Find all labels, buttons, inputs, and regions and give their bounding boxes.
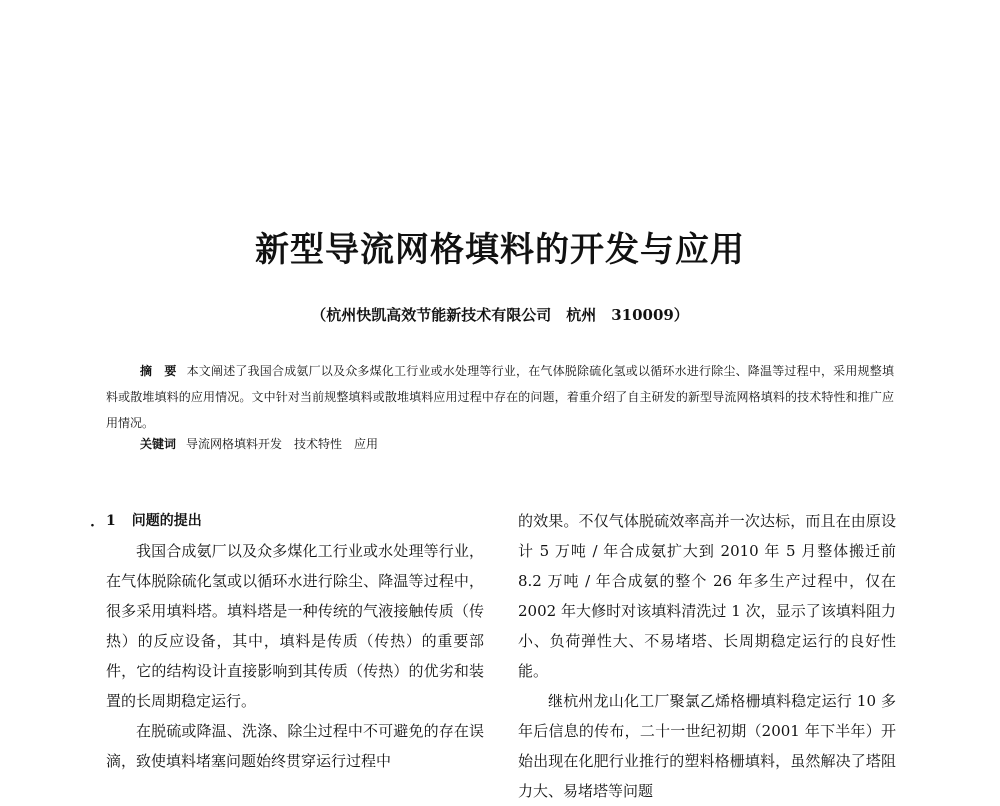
abstract-text: 本文阐述了我国合成氨厂以及众多煤化工行业或水处理等行业，在气体脱除硫化氢或以循环水进行除尘、降温等过程中，采用规整填料或散堆填料的应用情况。文中针对当前规整填料或散堆填料应用过程中存在的问题，着重介绍了自主研发的新型导流网格填料的技术特性和推广应用情况。 <box>106 364 894 430</box>
paragraph: 继杭州龙山化工厂聚氯乙烯格栅填料稳定运行 10 多年后信息的传布，二十一世纪初期（2001 年下半年）开始出现在化肥行业推行的塑料格栅填料，虽然解决了塔阻力大、易堵塔等问题 <box>518 692 896 800</box>
section-title: 问题的提出 <box>131 513 202 529</box>
section-heading <box>106 506 484 536</box>
right-column <box>518 506 896 806</box>
paper-title: 新型导流网格填料的开发与应用 <box>255 230 745 270</box>
keywords-text: 导流网格填料开发 技术特性 应用 <box>186 437 379 451</box>
left-column <box>106 506 484 776</box>
abstract <box>106 358 894 436</box>
paragraph: 我国合成氨厂以及众多煤化工行业或水处理等行业，在气体脱除硫化氢或以循环水进行除尘、降温等过程中，很多采用填料塔。填料塔是一种传统的气液接触传质（传热）的反应设备，其中，填料是传质（传热）的重要部件，它的结构设计直接影响到其传质（传热）的优劣和装置的长周期稳定运行。 <box>106 542 484 710</box>
paragraph: 的效果。不仅气体脱硫效率高并一次达标，而且在由原设计 5 万吨 / 年合成氨扩大到 2010 年 5 月整体搬迁前 8.2 万吨 / 年合成氨的整个 26 年多生产过程中，仅在 2002 年大修时对该填料清洗过 1 次，显示了该填料阻力小、负荷弹性大、不易堵塔、长周期稳定运行的良好性能。 <box>518 512 896 680</box>
abstract-label: 摘 要 <box>140 364 177 378</box>
keywords-label: 关键词 <box>140 437 177 451</box>
keywords <box>140 434 900 454</box>
paragraph: 在脱硫或降温、洗涤、除尘过程中不可避免的存在误滴，致使填料堵塞问题始终贯穿运行过程中 <box>106 722 484 770</box>
section-number: 1 <box>106 513 116 529</box>
author-affiliation: （杭州快凯高效节能新技术有限公司 杭州 310009） <box>311 306 689 324</box>
margin-bullet: · <box>90 518 95 534</box>
